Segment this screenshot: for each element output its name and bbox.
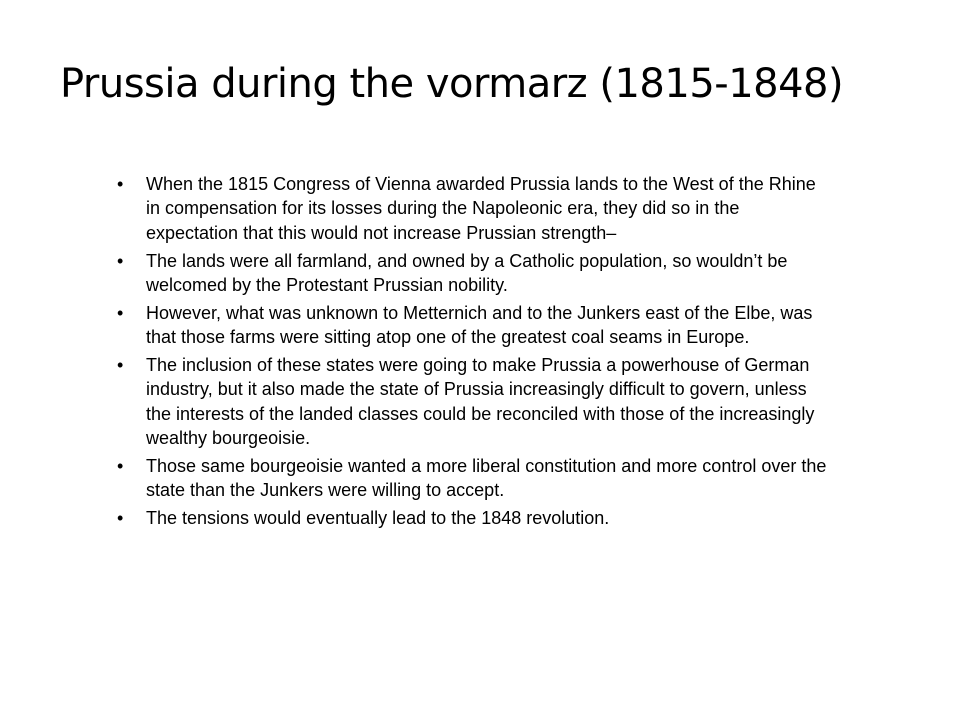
bullet-item xyxy=(117,301,827,350)
bullet-text: Those same bourgeoisie wanted a more liberal constitution and more control over the state than the Junkers were willing to accept. xyxy=(146,456,827,501)
bullet-text: The lands were all farmland, and owned by a Catholic population, so wouldn’t be welcomed by the Protestant Prussian nobility. xyxy=(146,250,788,295)
bullet-text: When the 1815 Congress of Vienna awarded Prussia lands to the West of the Rhine in compensation for its losses during the Napoleonic era, they did so in the expectation that this would not increase Prussian strength– xyxy=(146,174,816,243)
bullet-icon: • xyxy=(117,174,124,194)
bullet-icon: • xyxy=(117,508,124,529)
bullet-icon: • xyxy=(117,250,124,271)
bullet-text: The inclusion of these states were going to make Prussia a powerhouse of German industry, but it also made the state of Prussia increasingly difficult to govern, unless the interests of the landed classes could be reconciled with those of the increasingly wealthy bourgeoisie. xyxy=(146,355,815,449)
bullet-item xyxy=(117,353,827,450)
bullet-item xyxy=(117,506,827,530)
bullet-icon: • xyxy=(117,302,124,323)
bullet-text: The tensions would eventually lead to the 1848 revolution. xyxy=(146,508,610,529)
bullet-item xyxy=(117,249,827,298)
bullet-list xyxy=(117,172,827,534)
bullet-icon: • xyxy=(117,456,124,477)
bullet-icon: • xyxy=(117,355,124,376)
bullet-item xyxy=(117,172,827,245)
slide-title: Prussia during the vormarz (1815-1848) xyxy=(60,61,844,107)
bullet-text: However, what was unknown to Metternich and to the Junkers east of the Elbe, was that those farms were sitting atop one of the greatest coal seams in Europe. xyxy=(146,302,813,348)
bullet-item xyxy=(117,454,827,503)
